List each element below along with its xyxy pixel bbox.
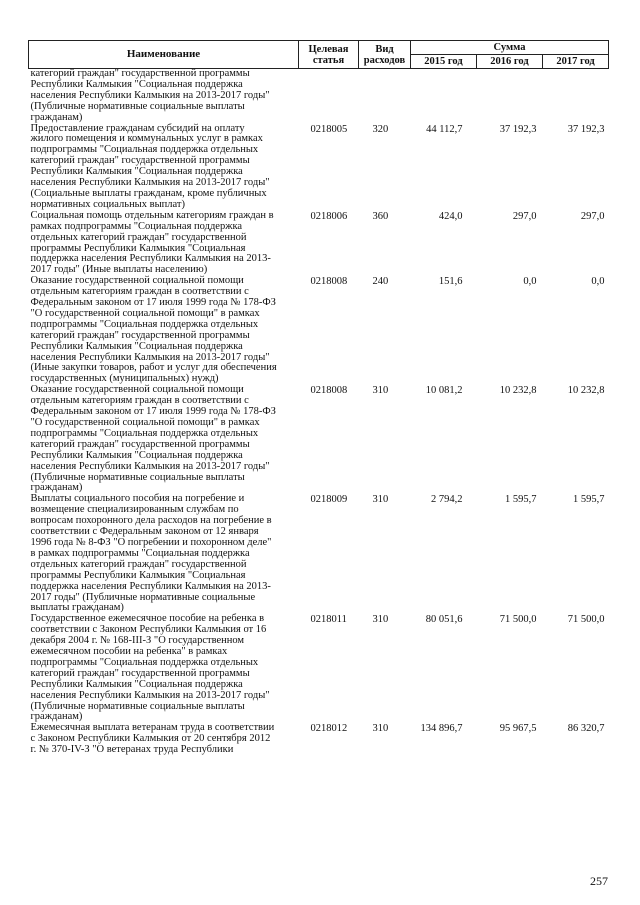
- row-2016: 10 232,8: [499, 385, 537, 397]
- header-2015: 2015 год: [411, 55, 477, 69]
- budget-table-page: [28, 40, 608, 756]
- row-target: 0218006: [310, 210, 348, 222]
- row-name: Государственное ежемесячное пособие на ребенка в соответствии с Законом Республики Калмыкия от 16 декабря 2004 г. № 168-III-З "О государственном ежемесячном пособии на ребенка" в рамках подпрограммы "Социальная поддержка отдельных категорий граждан" государственной программы Республики Калмыкия "Социальная поддержка населения Республики Калмыкия на 2013-2017 годы" (Публичные нормативные социальные выплаты гражданам): [30, 613, 270, 723]
- row-vid: [359, 69, 411, 124]
- table-row: [29, 69, 609, 124]
- row-vid: 360: [372, 210, 389, 222]
- row-target: 0218012: [310, 723, 348, 735]
- row-name: Выплаты социального пособия на погребение и возмещение специализированным службам по вопросам похоронного дела расходов на погребение в соответствии с Федеральным законом от 12 января 1996 года № 8-ФЗ "О погребении и похоронном деле" в рамках подпрограммы "Социальная поддержка отдельных категорий граждан" государственной программы Республики Калмыкия "Социальная поддержка населения Республики Калмыкия на 2013- 2017 годы" (Публичные нормативные социальные выплаты гражданам): [30, 493, 272, 614]
- page-number: 257: [590, 874, 608, 888]
- row-2015: 424,0: [438, 210, 463, 222]
- table-row: [29, 614, 609, 723]
- row-name: Ежемесячная выплата ветеранам труда в соответствии с Законом Республики Калмыкия от 20 сентября 2012 г. № 370-IV-З "О ветеранах труда Республики: [30, 722, 275, 756]
- row-name: Предоставление гражданам субсидий на оплату жилого помещения и коммунальных услуг в рамках подпрограммы "Социальная поддержка отдельных категорий граждан" государственной программы Республики Калмыкия "Социальная поддержка населения Республики Калмыкия на 2013-2017 годы" (Социальные выплаты гражданам, кроме публичных нормативных социальных выплат): [30, 122, 270, 210]
- row-2017: 86 320,7: [567, 723, 605, 735]
- header-target: [299, 41, 359, 69]
- row-2015: 44 112,7: [426, 123, 463, 135]
- row-2015: 80 051,6: [425, 614, 463, 626]
- row-vid: 240: [372, 276, 389, 288]
- row-2015: 2 794,2: [431, 494, 463, 506]
- row-2017: 1 595,7: [573, 494, 605, 506]
- row-target: 0218008: [310, 276, 348, 288]
- header-vid-line2: расходов: [363, 54, 406, 66]
- row-2016: 1 595,7: [505, 494, 537, 506]
- row-2016: 71 500,0: [499, 614, 537, 626]
- row-vid: 320: [372, 123, 389, 135]
- row-2015: 10 081,2: [425, 385, 463, 397]
- header-2017: 2017 год: [543, 55, 609, 69]
- table-body: [29, 69, 609, 757]
- row-target: 0218005: [310, 123, 348, 135]
- row-vid: 310: [372, 723, 389, 735]
- row-2016: 297,0: [512, 210, 537, 222]
- row-vid: 310: [372, 614, 389, 626]
- row-vid: 310: [372, 494, 389, 506]
- row-target: 0218011: [310, 614, 347, 626]
- row-2017: 37 192,3: [567, 123, 605, 135]
- row-target: [299, 69, 359, 124]
- table-row: [29, 723, 609, 756]
- row-name: категорий граждан" государственной программы Республики Калмыкия "Социальная поддержка населения Республики Калмыкия на 2013-2017 годы" (Публичные нормативные социальные выплаты гражданам): [30, 68, 270, 123]
- row-2016: 95 967,5: [499, 723, 537, 735]
- row-target: 0218008: [310, 385, 348, 397]
- table-header: [29, 41, 609, 69]
- row-2015: 151,6: [438, 276, 463, 288]
- row-2017: [543, 69, 609, 124]
- row-2016: 0,0: [523, 276, 537, 288]
- header-2016: 2016 год: [477, 55, 543, 69]
- table-row: [29, 494, 609, 614]
- row-target: 0218009: [310, 494, 348, 506]
- row-vid: 310: [372, 385, 389, 397]
- header-target-line2: статья: [312, 54, 345, 66]
- table-row: [29, 211, 609, 276]
- header-sum: Сумма: [411, 41, 609, 55]
- row-2017: 71 500,0: [567, 614, 605, 626]
- row-name: Социальная помощь отдельным категориям граждан в рамках подпрограммы "Социальная поддержка отдельных категорий граждан" государственной программы Республики Калмыкия "Социальная поддержка населения Республики Калмыкия на 2013- 2017 годы" (Иные выплаты населению): [30, 209, 274, 276]
- row-name: Оказание государственной социальной помощи отдельным категориям граждан в соответствии с Федеральным законом от 17 июля 1999 года № 178-ФЗ "О государственной социальной помощи" в рамках подпрограммы "Социальная поддержка отдельных категорий граждан" государственной программы Республики Калмыкия "Социальная поддержка населения Республики Калмыкия на 2013-2017 годы" (Иные закупки товаров, работ и услуг для обеспечения государственных (муниципальных) нужд): [30, 275, 277, 385]
- row-2016: 37 192,3: [499, 123, 537, 135]
- table-row: [29, 276, 609, 385]
- row-2015: 134 896,7: [420, 723, 463, 735]
- row-2015: [411, 69, 477, 124]
- budget-table: [28, 40, 609, 756]
- row-2016: [477, 69, 543, 124]
- row-name: Оказание государственной социальной помощи отдельным категориям граждан в соответствии с Федеральным законом от 17 июля 1999 года № 178-ФЗ "О государственной социальной помощи" в рамках подпрограммы "Социальная поддержка отдельных категорий граждан" государственной программы Республики Калмыкия "Социальная поддержка населения Республики Калмыкия на 2013-2017 годы" (Публичные нормативные социальные выплаты гражданам): [30, 384, 276, 494]
- row-2017: 10 232,8: [567, 385, 605, 397]
- row-2017: 0,0: [591, 276, 605, 288]
- table-row: [29, 385, 609, 494]
- header-vid: [359, 41, 411, 69]
- header-target-line1: Целевая: [308, 43, 349, 55]
- header-name: Наименование: [29, 41, 299, 69]
- header-vid-line1: Вид: [375, 43, 394, 55]
- row-2017: 297,0: [580, 210, 605, 222]
- table-row: [29, 124, 609, 211]
